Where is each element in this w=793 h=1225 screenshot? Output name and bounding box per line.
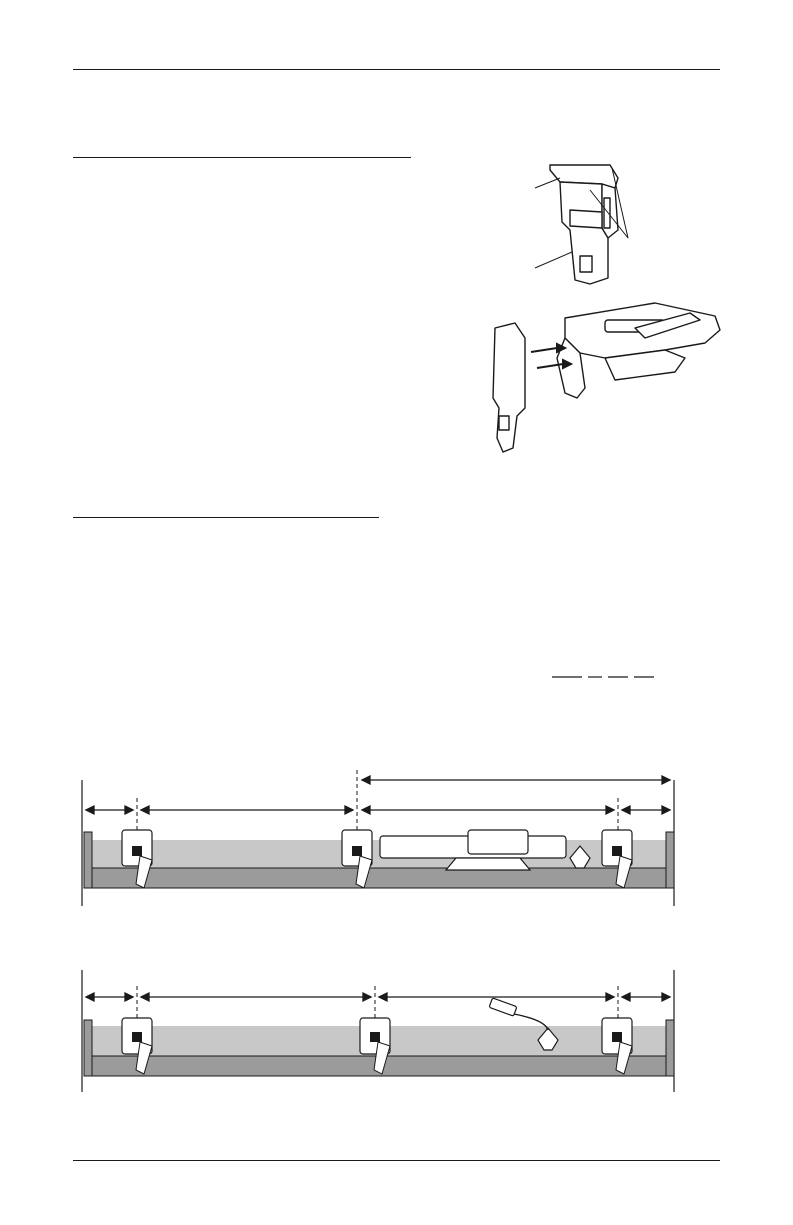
section-underline-2 xyxy=(73,517,379,518)
headrail-with-motor-drawing xyxy=(80,770,680,910)
clip-bracket-assembly-drawing xyxy=(485,298,725,460)
mounting-clip-drawing xyxy=(520,160,650,295)
fill-in-blanks xyxy=(545,672,660,680)
header-rule xyxy=(73,69,720,70)
headrail-without-motor-drawing xyxy=(80,970,680,1100)
footer-rule xyxy=(73,1160,720,1161)
section-underline-1 xyxy=(73,157,411,158)
